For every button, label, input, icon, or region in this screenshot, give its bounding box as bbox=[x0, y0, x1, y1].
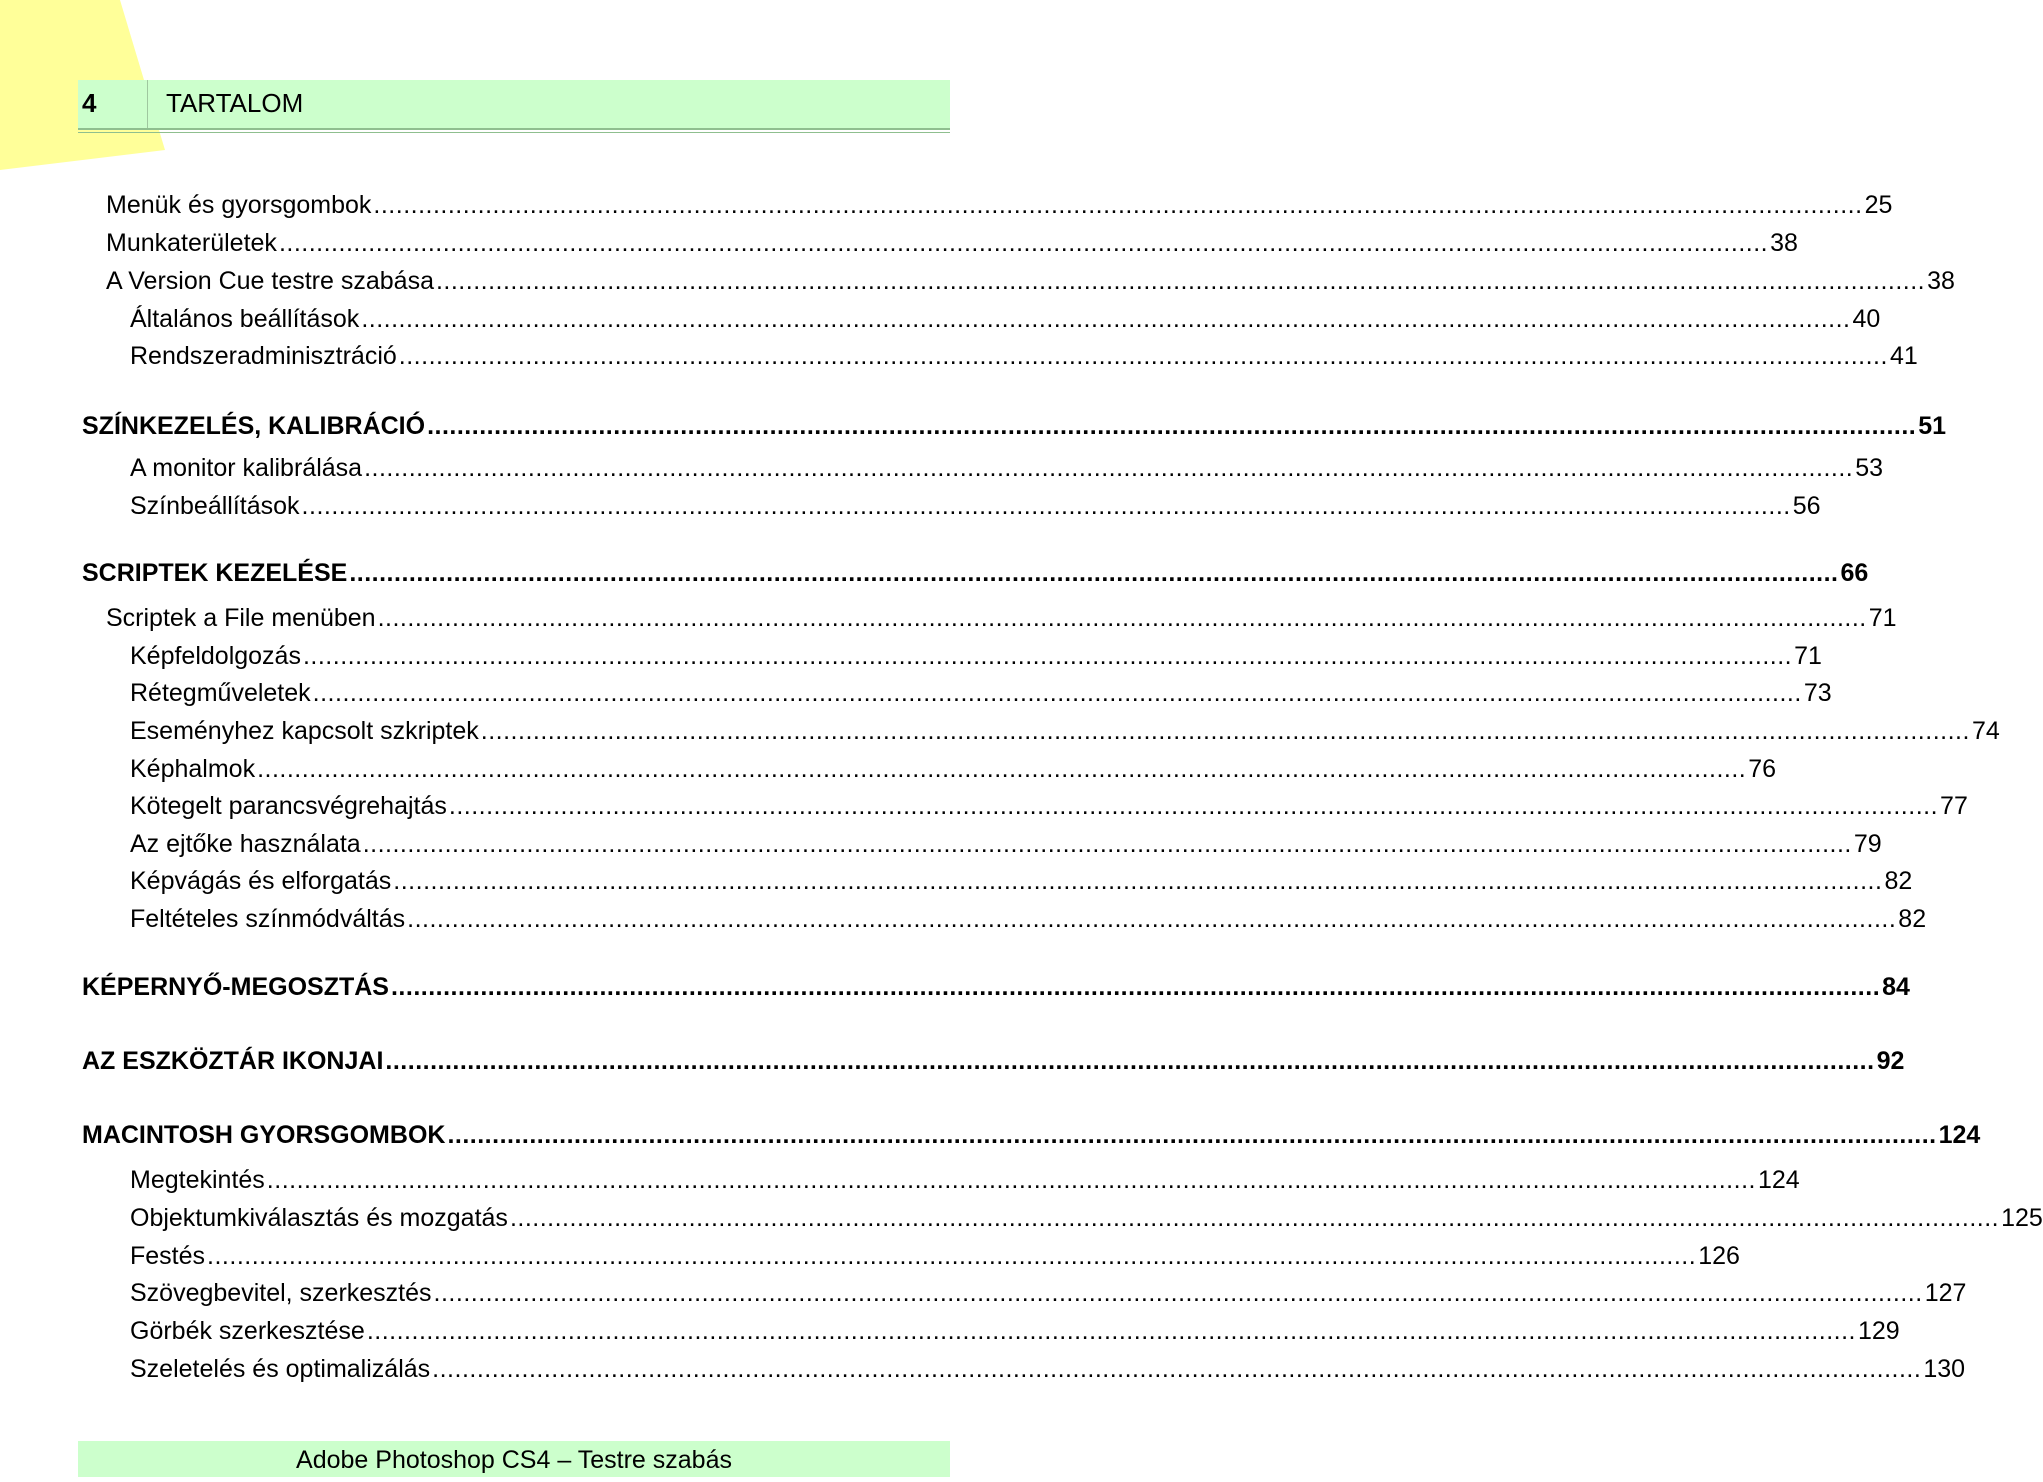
toc-entry[interactable] bbox=[106, 186, 1893, 224]
toc-entry-page: 84 bbox=[1882, 973, 1910, 1001]
toc-entry-title: Eseményhez kapcsolt szkriptek bbox=[130, 717, 479, 745]
toc-entry-page: 77 bbox=[1940, 792, 1968, 820]
toc-entry-page: 127 bbox=[1924, 1279, 1967, 1307]
toc-leader-dots: ........................................................................................................................................................................................................ bbox=[447, 1121, 1937, 1149]
toc-entry-page: 66 bbox=[1840, 559, 1869, 587]
toc-leader-dots: ........................................................................................................................................................................................................ bbox=[385, 1047, 1875, 1075]
toc-entry-page: 38 bbox=[1927, 267, 1955, 295]
toc-entry-title: Rétegműveletek bbox=[130, 679, 311, 707]
toc-entry-page: 40 bbox=[1852, 305, 1881, 333]
toc-leader-dots: ........................................................................................................................................................................................................ bbox=[373, 191, 1863, 219]
toc-entry-title: Az ejtőke használata bbox=[130, 830, 361, 858]
toc-entry[interactable] bbox=[130, 637, 1822, 675]
toc-entry[interactable] bbox=[130, 674, 1832, 712]
toc-entry-title: Munkaterületek bbox=[106, 229, 277, 257]
toc-entry-page: 130 bbox=[1923, 1355, 1966, 1383]
chapter-title: TARTALOM bbox=[166, 88, 304, 118]
chapter-header bbox=[78, 80, 950, 130]
toc-entry[interactable] bbox=[106, 262, 1955, 300]
toc-entry-title: Kötegelt parancsvégrehajtás bbox=[130, 792, 447, 820]
toc-leader-dots: ........................................................................................................................................................................................................ bbox=[301, 492, 1791, 520]
toc-leader-dots: ........................................................................................................................................................................................................ bbox=[364, 454, 1854, 482]
toc-leader-dots: ........................................................................................................................................................................................................ bbox=[433, 1279, 1923, 1307]
toc-leader-dots: ........................................................................................................................................................................................................ bbox=[390, 973, 1881, 1001]
toc-entry-title: Menük és gyorsgombok bbox=[106, 191, 372, 219]
toc-leader-dots: ........................................................................................................................................................................................................ bbox=[432, 1355, 1922, 1383]
toc-leader-dots: ........................................................................................................................................................................................................ bbox=[398, 342, 1888, 370]
toc-entry-title: A Version Cue testre szabása bbox=[106, 267, 434, 295]
toc-entry-page: 74 bbox=[1971, 717, 2000, 745]
toc-entry-page: 124 bbox=[1938, 1121, 1981, 1149]
toc-entry[interactable] bbox=[82, 407, 1947, 445]
toc-entry[interactable] bbox=[82, 1116, 1981, 1154]
toc-entry-page: 82 bbox=[1898, 905, 1927, 933]
toc-entry-title: Szeletelés és optimalizálás bbox=[130, 1355, 431, 1383]
toc-entry[interactable] bbox=[106, 599, 1897, 637]
toc-leader-dots: ........................................................................................................................................................................................................ bbox=[278, 229, 1769, 257]
toc-entry[interactable] bbox=[130, 1237, 1740, 1275]
toc-entry[interactable] bbox=[130, 862, 1913, 900]
toc-entry-page: 71 bbox=[1868, 604, 1897, 632]
toc-entry[interactable] bbox=[82, 554, 1869, 592]
toc-entry-title: Rendszeradminisztráció bbox=[130, 342, 397, 370]
toc-entry-title: Megtekintés bbox=[130, 1166, 265, 1194]
toc-entry-page: 92 bbox=[1876, 1047, 1905, 1075]
toc-entry-title: Általános beállítások bbox=[130, 305, 360, 333]
toc-entry-page: 56 bbox=[1792, 492, 1821, 520]
toc-leader-dots: ........................................................................................................................................................................................................ bbox=[361, 305, 1851, 333]
toc-entry[interactable] bbox=[130, 1312, 1900, 1350]
toc-entry-page: 82 bbox=[1884, 867, 1913, 895]
toc-entry-page: 126 bbox=[1698, 1242, 1740, 1270]
page-footer: Adobe Photoshop CS4 – Testre szabás bbox=[78, 1441, 950, 1477]
toc-leader-dots: ........................................................................................................................................................................................................ bbox=[302, 642, 1793, 670]
toc-leader-dots: ........................................................................................................................................................................................................ bbox=[509, 1204, 2000, 1232]
toc-entry[interactable] bbox=[130, 825, 1882, 863]
toc-leader-dots: ........................................................................................................................................................................................................ bbox=[427, 412, 1917, 440]
toc-entry-page: 71 bbox=[1794, 642, 1822, 670]
toc-leader-dots: ........................................................................................................................................................................................................ bbox=[312, 679, 1802, 707]
toc-entry[interactable] bbox=[130, 337, 1918, 375]
toc-entry-page: 41 bbox=[1889, 342, 1918, 370]
toc-leader-dots: ........................................................................................................................................................................................................ bbox=[266, 1166, 1756, 1194]
toc-entry-title: Scriptek a File menüben bbox=[106, 604, 376, 632]
toc-entry[interactable] bbox=[130, 300, 1881, 338]
toc-leader-dots: ........................................................................................................................................................................................................ bbox=[480, 717, 1970, 745]
toc-entry-page: 129 bbox=[1858, 1317, 1900, 1345]
toc-entry[interactable] bbox=[130, 1274, 1967, 1312]
toc-entry[interactable] bbox=[82, 968, 1910, 1006]
toc-entry-title: Szövegbevitel, szerkesztés bbox=[130, 1279, 432, 1307]
toc-entry[interactable] bbox=[130, 900, 1927, 938]
toc-entry-title: SCRIPTEK KEZELÉSE bbox=[82, 559, 348, 587]
toc-leader-dots: ........................................................................................................................................................................................................ bbox=[377, 604, 1867, 632]
toc-entry-page: 124 bbox=[1757, 1166, 1800, 1194]
toc-entry-title: Színbeállítások bbox=[130, 492, 300, 520]
toc-entry[interactable] bbox=[106, 224, 1798, 262]
toc-entry[interactable] bbox=[130, 750, 1777, 788]
toc-entry-page: 125 bbox=[2001, 1204, 2043, 1232]
toc-entry-title: Képhalmok bbox=[130, 755, 256, 783]
toc-entry[interactable] bbox=[130, 1350, 1966, 1388]
toc-entry-page: 25 bbox=[1864, 191, 1893, 219]
toc-entry-title: Képvágás és elforgatás bbox=[130, 867, 392, 895]
toc-entry[interactable] bbox=[82, 1042, 1905, 1080]
toc-leader-dots: ........................................................................................................................................................................................................ bbox=[362, 830, 1852, 858]
toc-entry[interactable] bbox=[130, 449, 1884, 487]
toc-entry-title: Görbék szerkesztése bbox=[130, 1317, 365, 1345]
toc-entry-title: SZÍNKEZELÉS, KALIBRÁCIÓ bbox=[82, 412, 426, 440]
toc-leader-dots: ........................................................................................................................................................................................................ bbox=[448, 792, 1939, 820]
toc-entry[interactable] bbox=[130, 787, 1968, 825]
toc-entry[interactable] bbox=[130, 487, 1821, 525]
toc-entry[interactable] bbox=[130, 1161, 1800, 1199]
toc-leader-dots: ........................................................................................................................................................................................................ bbox=[207, 1242, 1697, 1270]
toc-entry-title: AZ ESZKÖZTÁR IKONJAI bbox=[82, 1047, 384, 1075]
toc-entry-page: 51 bbox=[1918, 412, 1947, 440]
toc-entry-page: 73 bbox=[1803, 679, 1832, 707]
chapter-number: 4 bbox=[80, 80, 148, 128]
toc-entry[interactable] bbox=[130, 712, 2000, 750]
toc-entry-title: A monitor kalibrálása bbox=[130, 454, 363, 482]
toc-entry-title: Feltételes színmódváltás bbox=[130, 905, 406, 933]
header-rule bbox=[78, 132, 950, 133]
toc-entry-title: Képfeldolgozás bbox=[130, 642, 301, 670]
toc-entry-title: Festés bbox=[130, 1242, 206, 1270]
toc-entry-page: 79 bbox=[1853, 830, 1882, 858]
toc-entry-page: 76 bbox=[1748, 755, 1777, 783]
toc-entry-title: KÉPERNYŐ-MEGOSZTÁS bbox=[82, 973, 389, 1001]
toc-entry-page: 53 bbox=[1855, 454, 1884, 482]
toc-leader-dots: ........................................................................................................................................................................................................ bbox=[393, 867, 1883, 895]
toc-entry-page: 38 bbox=[1770, 229, 1798, 257]
toc-leader-dots: ........................................................................................................................................................................................................ bbox=[366, 1317, 1856, 1345]
toc-entry[interactable] bbox=[130, 1199, 2043, 1237]
toc-leader-dots: ........................................................................................................................................................................................................ bbox=[257, 755, 1747, 783]
toc-leader-dots: ........................................................................................................................................................................................................ bbox=[407, 905, 1897, 933]
toc-leader-dots: ........................................................................................................................................................................................................ bbox=[435, 267, 1926, 295]
toc-leader-dots: ........................................................................................................................................................................................................ bbox=[349, 559, 1839, 587]
toc-entry-title: Objektumkiválasztás és mozgatás bbox=[130, 1204, 508, 1232]
toc-entry-title: MACINTOSH GYORSGOMBOK bbox=[82, 1121, 446, 1149]
